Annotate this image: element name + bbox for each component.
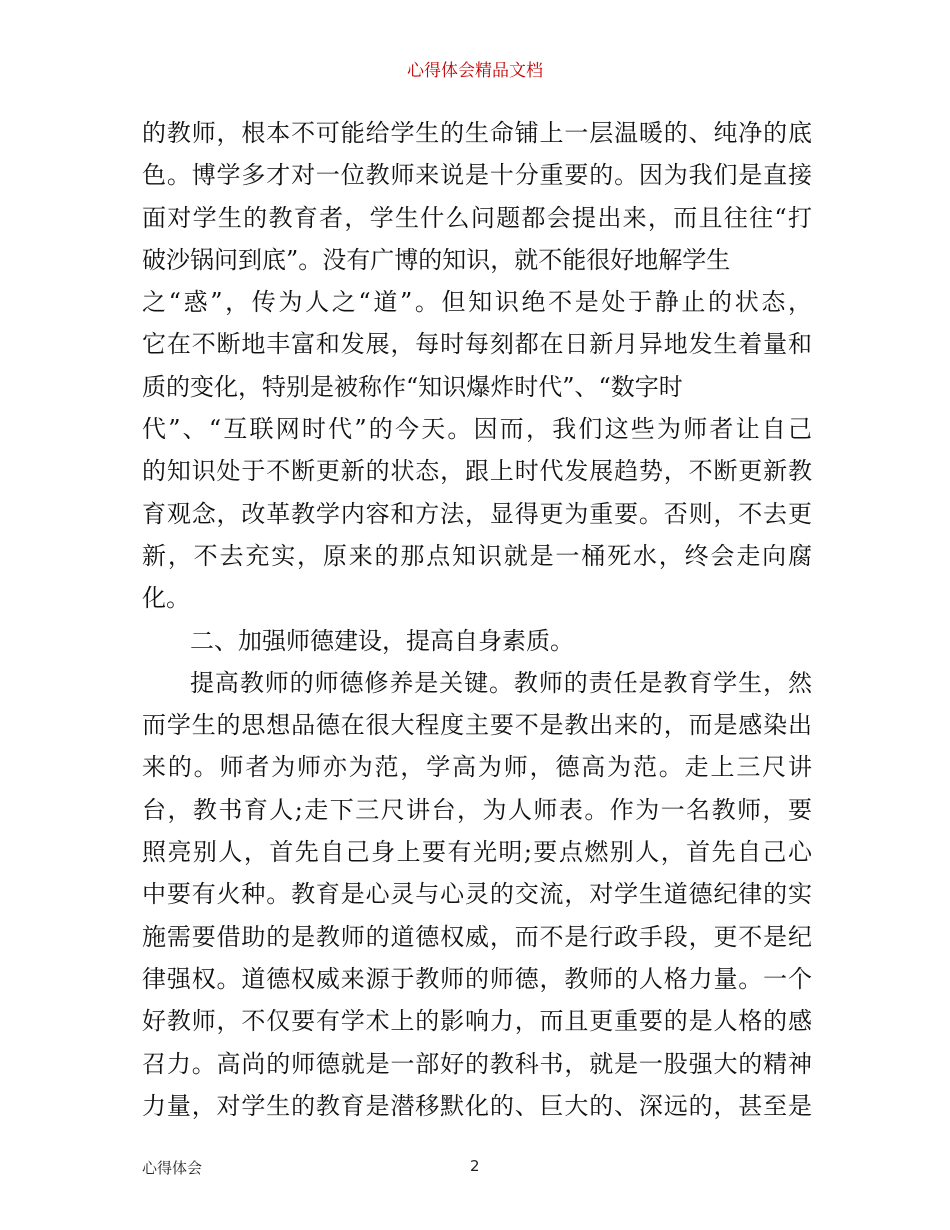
text-line: 化。 — [142, 584, 190, 613]
document-body — [142, 112, 812, 1127]
text-line: 色。博学多才对一位教师来说是十分重要的。因为我们是直接 — [142, 161, 812, 190]
text-line: 破沙锅问到底”。没有广博的知识，就不能很好地解学生 — [142, 245, 731, 274]
text-line: 好教师，不仅要有学术上的影响力，而且更重要的是人格的感 — [142, 1007, 812, 1036]
text-line: 的教师，根本不可能给学生的生命铺上一层温暖的、纯净的底 — [142, 119, 812, 147]
text-line: 照亮别人，首先自己身上要有光明;要点燃别人，首先自己心 — [142, 838, 812, 867]
text-line: 律强权。道德权威来源于教师的师德，教师的人格力量。一个 — [142, 964, 812, 993]
page-number: 2 — [470, 1157, 480, 1175]
footer-label: 心得体会 — [142, 1159, 203, 1177]
text-line: 召力。高尚的师德就是一部好的教科书，就是一股强大的精神 — [142, 1049, 812, 1078]
page-header-title: 心得体会精品文档 — [407, 61, 543, 81]
text-line: 质的变化，特别是被称作“知识爆炸时代”、“数字时 — [142, 372, 683, 401]
text-line: 中要有火种。教育是心灵与心灵的交流，对学生道德纪律的实 — [142, 880, 812, 909]
text-line: 施需要借助的是教师的道德权威，而不是行政手段，更不是纪 — [142, 922, 812, 951]
text-line: 力量，对学生的教育是潜移默化的、巨大的、深远的，甚至是 — [142, 1091, 812, 1120]
text-line: 它在不断地丰富和发展，每时每刻都在日新月异地发生着量和 — [142, 330, 812, 359]
text-line: 面对学生的教育者，学生什么问题都会提出来，而且往往“打 — [142, 203, 812, 232]
text-line: 新，不去充实，原来的那点知识就是一桶死水，终会走向腐 — [142, 541, 812, 570]
text-line: 台，教书育人;走下三尺讲台，为人师表。作为一名教师，要 — [142, 795, 812, 824]
text-line: 之“惑”，传为人之“道”。但知识绝不是处于静止的状态， — [142, 288, 812, 317]
text-line: 提高教师的师德修养是关键。教师的责任是教育学生，然 — [190, 668, 812, 697]
text-line: 的知识处于不断更新的状态，跟上时代发展趋势，不断更新教 — [142, 457, 812, 486]
text-line: 而学生的思想品德在很大程度主要不是教出来的，而是感染出 — [142, 711, 812, 740]
text-line: 来的。师者为师亦为范，学高为师，德高为范。走上三尺讲 — [142, 753, 812, 782]
text-line: 育观念，改革教学内容和方法，显得更为重要。否则，不去更 — [142, 499, 812, 528]
text-line: 代”、“互联网时代”的今天。因而，我们这些为师者让自己 — [142, 415, 812, 444]
text-line: 二、加强师德建设，提高自身素质。 — [190, 626, 574, 655]
